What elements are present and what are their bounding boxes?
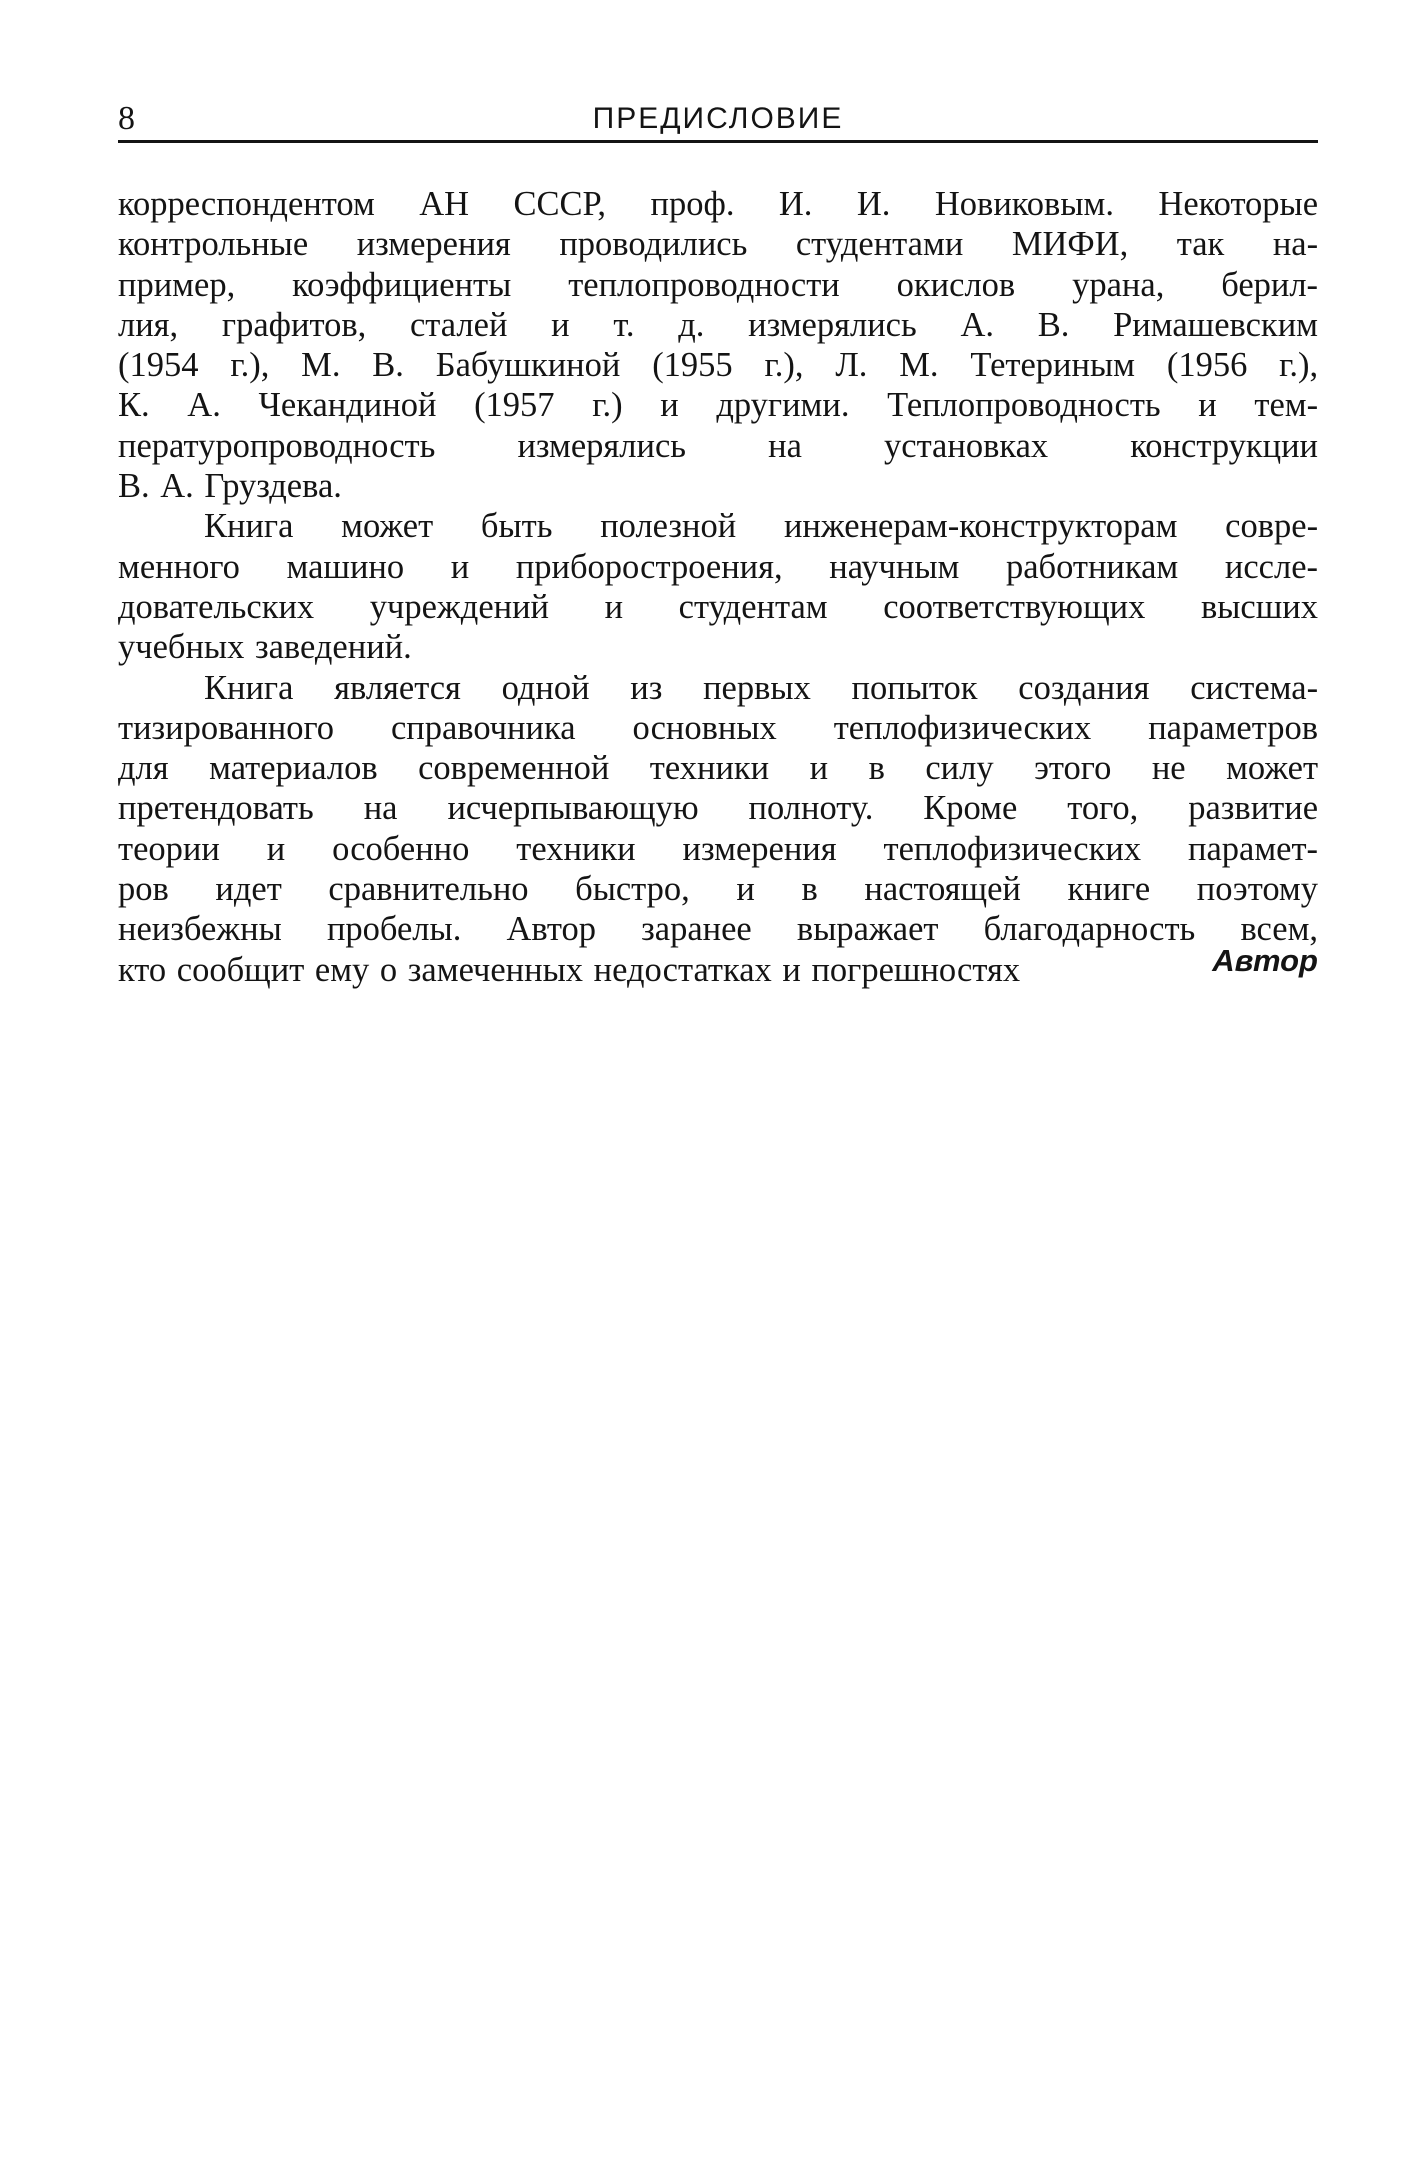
body-text	[118, 184, 1318, 990]
text-line: для материалов современной техники и в силу этого не может	[118, 749, 1319, 788]
page-header	[118, 88, 1318, 138]
text-line: пример, коэффициенты теплопроводности окислов урана, берил-	[118, 265, 1319, 304]
page-number: 8	[118, 100, 135, 137]
paragraph-3	[118, 668, 1318, 990]
text-line: Книга может быть полезной инженерам-конструкторам совре-	[204, 507, 1319, 546]
paragraph-1	[118, 184, 1318, 506]
text-line: учебных заведений.	[118, 628, 412, 667]
running-title: ПРЕДИСЛОВИЕ	[592, 102, 844, 135]
text-line: неизбежны пробелы. Автор заранее выражает благодарность всем,	[118, 910, 1319, 949]
paragraph-2	[118, 506, 1318, 667]
text-line: тизированного справочника основных теплофизических параметров	[118, 708, 1318, 747]
text-line: Книга является одной из первых попыток создания система-	[204, 668, 1319, 707]
text-line: К. А. Чекандиной (1957 г.) и другими. Теплопроводность и тем-	[118, 386, 1319, 425]
text-line: теории и особенно техники измерения теплофизических парамет-	[118, 829, 1319, 868]
text-line: довательских учреждений и студентам соответствующих высших	[118, 587, 1318, 626]
author-signature: Автор	[1212, 943, 1318, 978]
text-line: (1954 г.), М. В. Бабушкиной (1955 г.), Л. М. Тетериным (1956 г.),	[118, 346, 1319, 385]
text-line: ров идет сравнительно быстро, и в настоящей книге поэтому	[118, 870, 1319, 909]
text-line: претендовать на исчерпывающую полноту. Кроме того, развитие	[118, 789, 1319, 828]
text-line: корреспондентом АН СССР, проф. И. И. Новиковым. Некоторые	[118, 185, 1319, 223]
text-line: кто сообщит ему о замеченных недостатках и погрешностях	[118, 950, 1021, 989]
header-rule	[118, 140, 1318, 143]
text-line: лия, графитов, сталей и т. д. измерялись А. В. Римашевским	[118, 305, 1318, 344]
text-line: пературопроводность измерялись на установках конструкции	[118, 426, 1319, 465]
text-line: В. А. Груздева.	[118, 467, 342, 506]
text-line: менного машино и приборостроения, научным работникам иссле-	[118, 547, 1318, 586]
text-line: контрольные измерения проводились студентами МИФИ, так на-	[118, 225, 1319, 264]
